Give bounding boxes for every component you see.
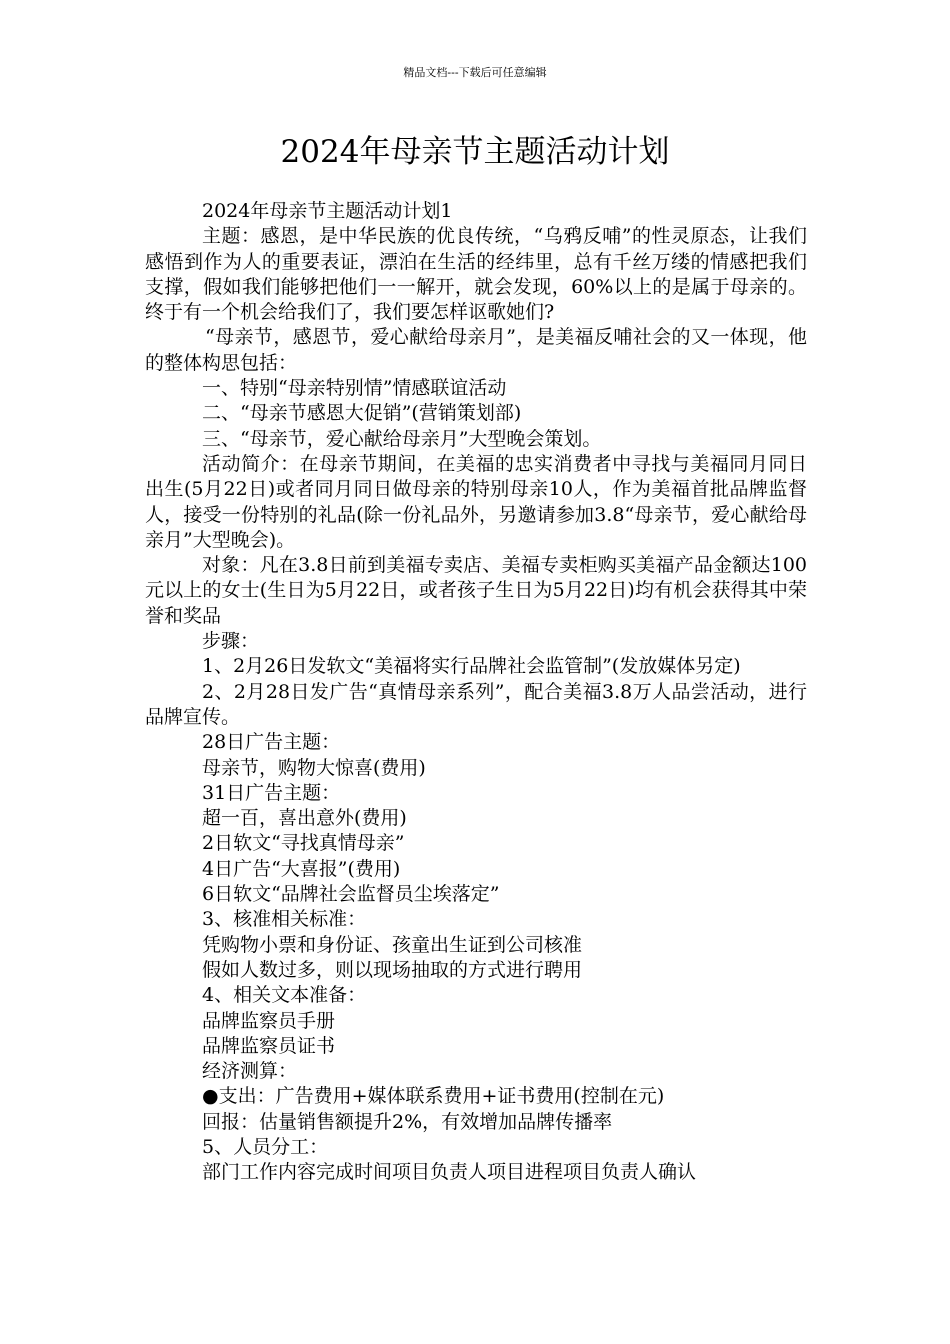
paragraph: 4日广告“大喜报”(费用) bbox=[202, 857, 401, 880]
paragraph: 品牌监察员手册 bbox=[202, 1009, 336, 1032]
paragraph: ●支出：广告费用+媒体联系费用+证书费用(控制在元) bbox=[202, 1085, 665, 1108]
paragraph: 经济测算： bbox=[202, 1060, 298, 1083]
paragraph: 5、人员分工： bbox=[202, 1135, 329, 1158]
paragraph: 6日软文“品牌社会监督员尘埃落定” bbox=[202, 883, 500, 906]
paragraph: 三、“母亲节，爱心献给母亲月”大型晚会策划。 bbox=[202, 427, 602, 450]
paragraph: 回报：估量销售额提升2%，有效增加品牌传播率 bbox=[202, 1110, 613, 1133]
paragraph: 母亲节，购物大惊喜(费用) bbox=[202, 756, 426, 779]
paragraph: 28日广告主题： bbox=[202, 731, 341, 754]
paragraph: 4、相关文本准备： bbox=[202, 984, 367, 1007]
paragraph: 部门工作内容完成时间项目负责人项目进程项目负责人确认 bbox=[202, 1161, 697, 1184]
paragraph: 对象：凡在3.8日前到美福专卖店、美福专卖柜购买美福产品金额达100元以上的女士(生日为5月22日，或者孩子生日为5月22日)均有机会获得其中荣誉和奖品 bbox=[145, 554, 807, 627]
paragraph: 3、核准相关标准： bbox=[202, 908, 367, 931]
paragraph: 一、特别“母亲特别情”情感联谊活动 bbox=[202, 377, 507, 400]
paragraph: 二、“母亲节感恩大促销”(营销策划部) bbox=[202, 402, 522, 425]
paragraph: 2日软文“寻找真情母亲” bbox=[202, 832, 405, 855]
paragraph: 超一百，喜出意外(费用) bbox=[202, 807, 407, 830]
paragraph: 品牌监察员证书 bbox=[202, 1034, 336, 1057]
paragraph: 假如人数过多，则以现场抽取的方式进行聘用 bbox=[202, 958, 583, 981]
paragraph: “母亲节，感恩节，爱心献给母亲月”，是美福反哺社会的又一体现，他的整体构思包括： bbox=[145, 326, 807, 374]
document-body bbox=[145, 199, 807, 1186]
paragraph: 2024年母亲节主题活动计划1 bbox=[202, 200, 453, 222]
paragraph: 活动简介：在母亲节期间，在美福的忠实消费者中寻找与美福同月同日出生(5月22日)或者同月同日做母亲的特别母亲10人，作为美福首批品牌监督人，接受一份特别的礼品(除一份礼品外，另邀请参加3.8“母亲节，爱心献给母亲月”大型晚会)。 bbox=[145, 452, 807, 551]
paragraph: 1、2月26日发软文“美福将实行品牌社会监管制”(发放媒体另定) bbox=[202, 655, 741, 678]
paragraph: 主题：感恩，是中华民族的优良传统，“乌鸦反哺”的性灵原态，让我们感悟到作为人的重要表证，漂泊在生活的经纬里，总有千丝万缕的情感把我们支撑，假如我们能够把他们一一解开，就会发现，60%以上的是属于母亲的。终于有一个机会给我们了，我们要怎样讴歌她们? bbox=[145, 225, 807, 324]
header-note: 精品文档---下载后可任意编辑 bbox=[403, 66, 547, 79]
paragraph: 凭购物小票和身份证、孩童出生证到公司核准 bbox=[202, 933, 583, 956]
document-title: 2024年母亲节主题活动计划 bbox=[280, 134, 670, 170]
paragraph: 步骤： bbox=[202, 630, 260, 653]
paragraph: 31日广告主题： bbox=[202, 781, 341, 804]
paragraph: 2、2月28日发广告“真情母亲系列”，配合美福3.8万人品尝活动，进行品牌宣传。 bbox=[145, 680, 807, 728]
